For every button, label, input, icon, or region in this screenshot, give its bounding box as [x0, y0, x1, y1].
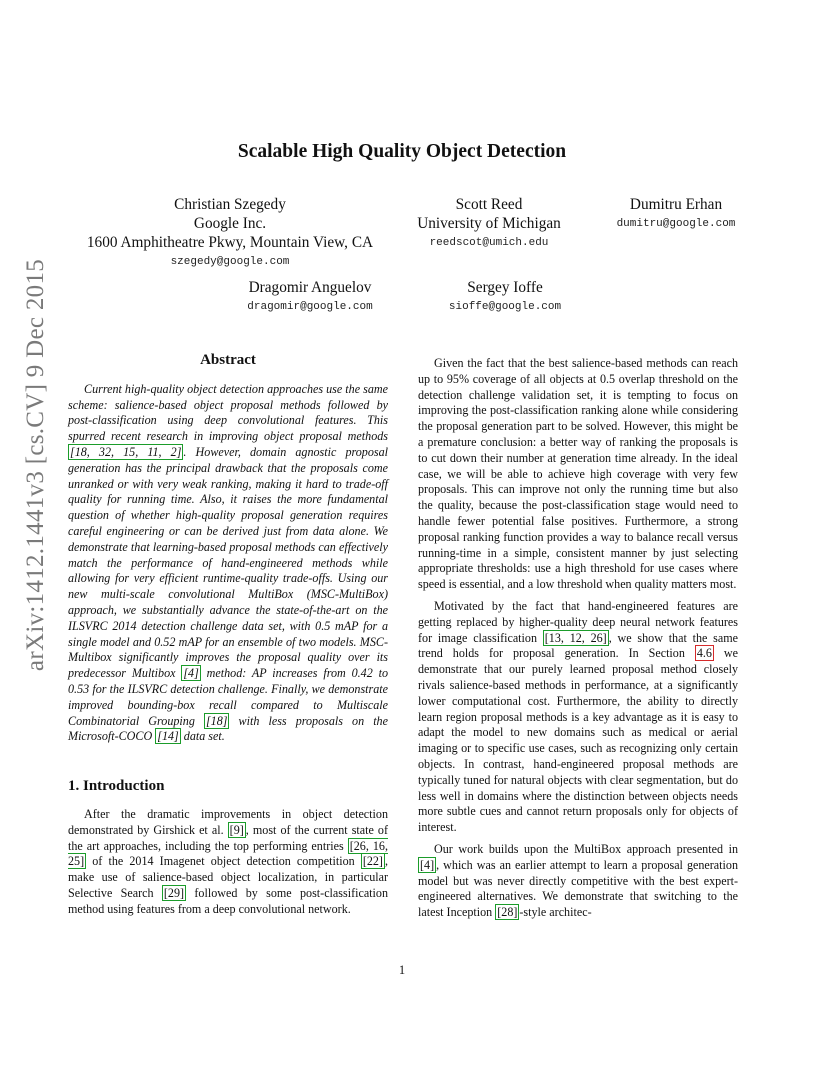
author-block-reed	[400, 195, 578, 253]
arxiv-stamp-text: arXiv:1412.1441v3 [cs.CV] 9 Dec 2015	[22, 258, 49, 672]
author-block-szegedy	[60, 195, 400, 272]
intro-text-segment: of the 2014 Imagenet object detection competition	[86, 854, 361, 869]
paragraph-segment: , we show that the same trend holds for proposal generation. In Section	[418, 630, 738, 661]
abstract-text-segment: data set.	[180, 729, 225, 744]
citation[interactable]: [26, 16, 25]	[68, 838, 388, 869]
author-block-anguelov	[210, 278, 410, 317]
paragraph-segment: Our work builds upon the MultiBox approach presented in	[434, 841, 738, 856]
author-email: dragomir@google.com	[247, 301, 373, 313]
author-name: Scott Reed	[455, 196, 523, 213]
citation[interactable]: [4]	[183, 666, 199, 681]
paragraph-segment: we demonstrate that our purely learned proposal method closely rivals salience-based methods in performance, at a significantly lower computational cost. Furthermore, the ability to directly learn region proposal methods is a key advantage as it is easy to adapt the model to new domains such as medical or aerial imaging or to specific use cases, such as recognizing only certain objects. In contrast, hand-engineered proposal methods are typically tuned for natural objects with clear segmentation, but do less well in domains where the distinction between objects needs more subtle cues and cannot return proposals only for objects of interest.	[418, 646, 738, 835]
paragraph-segment: , which was an earlier attempt to learn a proposal generation model but was never directly competitive with the best expert-engineered alternatives. We demonstrate that switching to the latest Inception	[418, 857, 738, 920]
page-number: 1	[398, 963, 406, 977]
citation[interactable]: [18, 32, 15, 11, 2]	[70, 444, 182, 459]
author-affiliation: Google Inc.	[193, 215, 267, 232]
section-reference[interactable]: 4.6	[696, 646, 712, 661]
author-block-erhan	[578, 195, 774, 234]
author-name: Christian Szegedy	[174, 196, 286, 213]
citation[interactable]: [9]	[229, 822, 244, 837]
citation[interactable]: [18]	[205, 713, 228, 728]
citation[interactable]: [29]	[163, 885, 185, 900]
abstract-text-segment: with less proposals on the Microsoft-COCO	[68, 713, 388, 744]
author-email: sioffe@google.com	[448, 301, 562, 313]
citation[interactable]: [14]	[157, 729, 179, 744]
intro-text-segment: followed by some post-classification method using features from a deep convolutional network.	[68, 885, 388, 916]
citation[interactable]: [28]	[497, 905, 518, 920]
introduction-text	[68, 807, 388, 918]
paper-title: Scalable High Quality Object Detection	[237, 141, 567, 162]
right-paragraph-3	[418, 842, 738, 921]
author-email: dumitru@google.com	[616, 218, 736, 230]
abstract-text	[68, 382, 388, 745]
introduction-heading: 1. Introduction	[68, 778, 165, 795]
author-block-ioffe	[410, 278, 600, 317]
intro-text-segment: After the dramatic improvements in object detection demonstrated by Girshick et al.	[68, 806, 388, 837]
citation[interactable]: [22]	[362, 854, 383, 869]
paragraph-segment: -style architec-	[519, 905, 592, 920]
author-email: reedscot@umich.edu	[429, 237, 549, 249]
citation[interactable]: [4]	[420, 857, 435, 872]
left-column	[68, 353, 388, 918]
abstract-heading: Abstract	[200, 352, 256, 368]
right-paragraph-2	[418, 599, 738, 836]
author-name: Dumitru Erhan	[629, 196, 723, 213]
abstract-text-segment: Current high-quality object detection approaches use the same scheme: salience-based object proposal methods followed by post-classification using deep convolutional features. This spurred recent research in improving object proposal methods	[68, 381, 388, 444]
author-affiliation: University of Michigan	[417, 215, 561, 232]
author-address: 1600 Amphitheatre Pkwy, Mountain View, CA	[86, 234, 374, 251]
intro-text-segment: , most of the current state of the art approaches, including the top performing entries	[68, 822, 388, 853]
author-name: Dragomir Anguelov	[248, 279, 372, 296]
author-email: szegedy@google.com	[170, 256, 290, 268]
citation[interactable]: [13, 12, 26]	[544, 630, 607, 645]
author-name: Sergey Ioffe	[467, 279, 543, 296]
abstract-text-segment: method: AP increases from 0.42 to 0.53 for the ILSVRC detection challenge. Finally, we demonstrate improved bounding-box recall compared to Multiscale Combinatorial Grouping	[68, 666, 388, 728]
right-paragraph-1: Given the fact that the best salience-based methods can reach up to 95% coverage of all objects at 0.5 overlap threshold on the detection challenge validation set, it is tempting to focus on improving the post-classification ranking alone while considering the proposal generation part to be solved. However, this might be a premature conclusion: a better way of ranking the proposals is to cut down their number at generation time already. In the ideal case, we will be able to achieve high coverage with very few proposals. This can improve not only the running time but also the quality, because the post-classification stage would need to handle fewer potential false positives. Furthermore, a strong proposal ranking function provides a way to balance recall versus running-time in a simple, consistent manner by just selecting appropriate thresholds: use a high threshold for use cases where speed is essential, and a low threshold when quality matters most.	[418, 356, 738, 592]
abstract-text-segment: . However, domain agnostic proposal generation has the principal drawback that the proposals come unranked or with very weak ranking, making it hard to trade-off quality for running time. Also, it raises the more fundamental question of whether high-quality proposal generation requires careful engineering or can be derived just from data alone. We demonstrate that learning-based proposal methods can effectively match the performance of hand-engineered methods while allowing for very efficient runtime-quality trade-offs. Using our new multi-scale convolutional MultiBox (MSC-MultiBox) approach, we substantially advance the state-of-the-art on the ILSVRC 2014 detection challenge data set, with 0.5 mAP for a single model and 0.52 mAP for an ensemble of two models. MSC-Multibox significantly improves the proposal quality over its predecessor Multibox	[68, 444, 388, 681]
paragraph-segment: Motivated by the fact that hand-engineered features are getting replaced by higher-quality deep neural network features for image classification	[418, 598, 738, 645]
right-column	[418, 356, 738, 921]
intro-text-segment: , make use of salience-based object localization, in particular Selective Search	[68, 854, 388, 900]
